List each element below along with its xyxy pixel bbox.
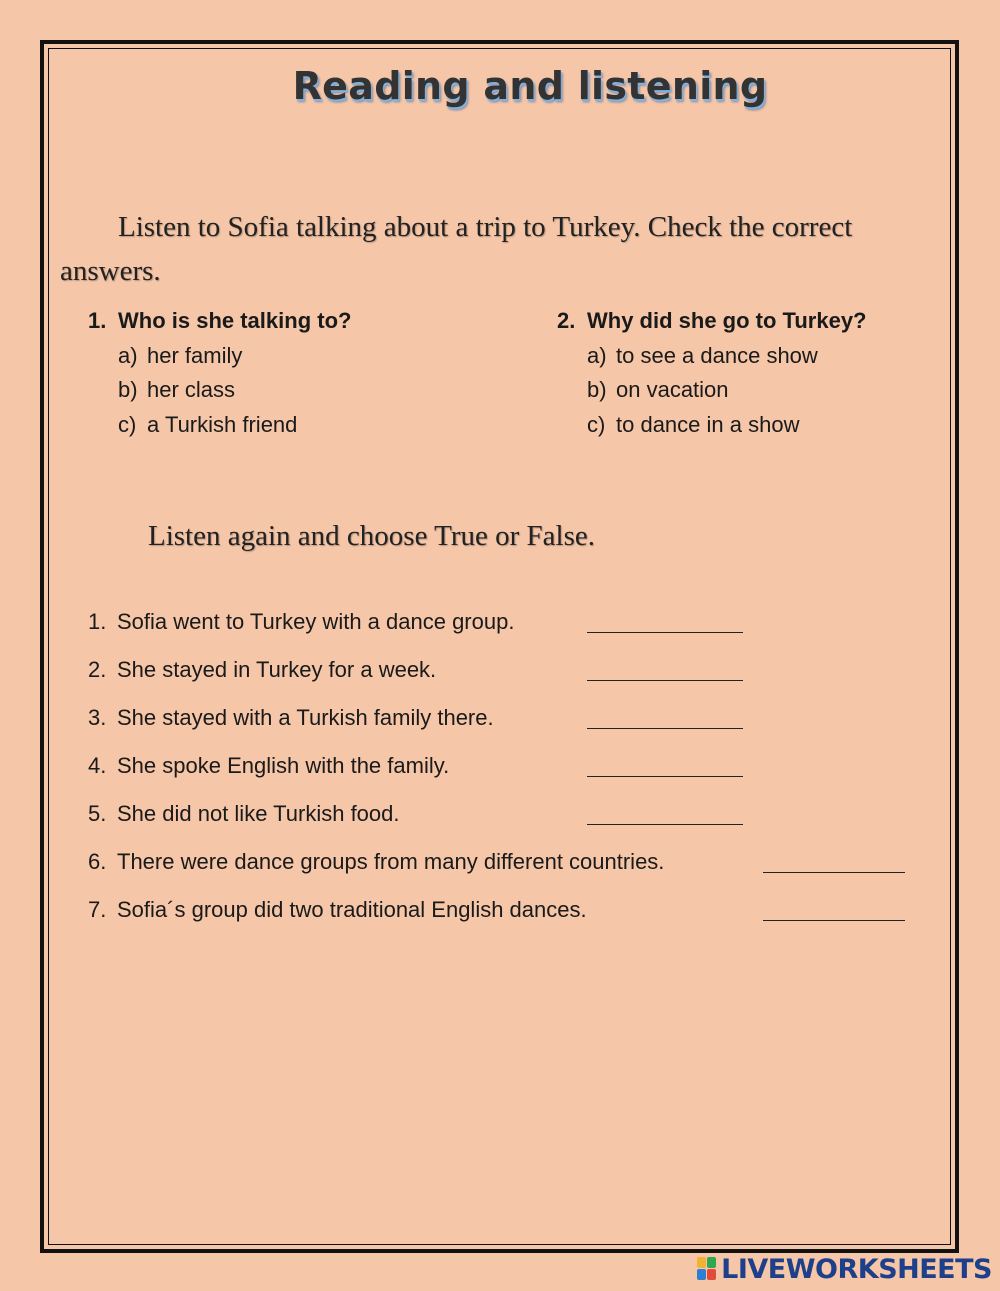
option-letter: c): [118, 411, 137, 437]
tf-statement-2: [88, 655, 436, 685]
tf-statement-3: [88, 703, 494, 733]
statement-text: She stayed in Turkey for a week.: [117, 657, 437, 682]
liveworksheets-logo[interactable]: [697, 1253, 992, 1285]
option-letter: c): [587, 411, 606, 437]
answer-blank-2[interactable]: [587, 680, 743, 681]
option-c[interactable]: [88, 408, 351, 443]
option-letter: b): [118, 377, 138, 402]
instruction-part1: Listen to Sofia talking about a trip to Turkey. Check the correct answers.: [60, 211, 853, 287]
answer-blank-5[interactable]: [587, 824, 743, 825]
question-number: 1.: [88, 308, 107, 333]
statement-number: 6.: [88, 849, 107, 874]
option-letter: a): [118, 342, 138, 368]
statement-text: She stayed with a Turkish family there.: [117, 705, 494, 730]
option-text: her class: [147, 377, 236, 402]
answer-blank-7[interactable]: [763, 920, 905, 921]
option-b[interactable]: [557, 373, 867, 408]
statement-text: Sofia´s group did two traditional English dances.: [117, 897, 587, 922]
tf-statement-7: [88, 895, 587, 925]
tf-statement-1: [88, 607, 514, 637]
tf-statement-6: [88, 847, 664, 877]
answer-blank-6[interactable]: [763, 872, 905, 873]
question-text: Why did she go to Turkey?: [587, 308, 867, 333]
statement-text: She did not like Turkish food.: [117, 801, 400, 826]
question-1: [88, 304, 351, 442]
statement-number: 5.: [88, 801, 107, 826]
answer-blank-3[interactable]: [587, 728, 743, 729]
question-text: Who is she talking to?: [118, 308, 352, 333]
option-a[interactable]: [557, 339, 867, 374]
statement-number: 4.: [88, 753, 107, 778]
option-letter: b): [587, 377, 607, 402]
statement-text: Sofia went to Turkey with a dance group.: [117, 609, 515, 634]
option-text: on vacation: [616, 377, 729, 402]
statement-number: 1.: [88, 609, 107, 634]
option-c[interactable]: [557, 408, 867, 443]
answer-blank-1[interactable]: [587, 632, 743, 633]
liveworksheets-logo-icon: [697, 1257, 717, 1281]
option-text: a Turkish friend: [147, 411, 298, 437]
question-number: 2.: [557, 308, 576, 333]
option-b[interactable]: [88, 373, 351, 408]
question-2: [557, 304, 867, 442]
statement-number: 2.: [88, 657, 107, 682]
tf-statement-5: [88, 799, 400, 829]
instruction-part2: Listen again and choose True or False.: [148, 520, 596, 552]
statement-text: There were dance groups from many different countries.: [117, 849, 665, 874]
option-text: to see a dance show: [616, 342, 818, 368]
tf-statement-4: [88, 751, 449, 781]
option-letter: a): [587, 342, 607, 368]
option-text: to dance in a show: [616, 411, 800, 437]
statement-text: She spoke English with the family.: [117, 753, 450, 778]
logo-text: LIVEWORKSHEETS: [721, 1253, 992, 1285]
statement-number: 7.: [88, 897, 107, 922]
answer-blank-4[interactable]: [587, 776, 743, 777]
page-title: Reading and listening: [292, 64, 768, 108]
statement-number: 3.: [88, 705, 107, 730]
option-text: her family: [147, 342, 243, 368]
option-a[interactable]: [88, 339, 351, 374]
